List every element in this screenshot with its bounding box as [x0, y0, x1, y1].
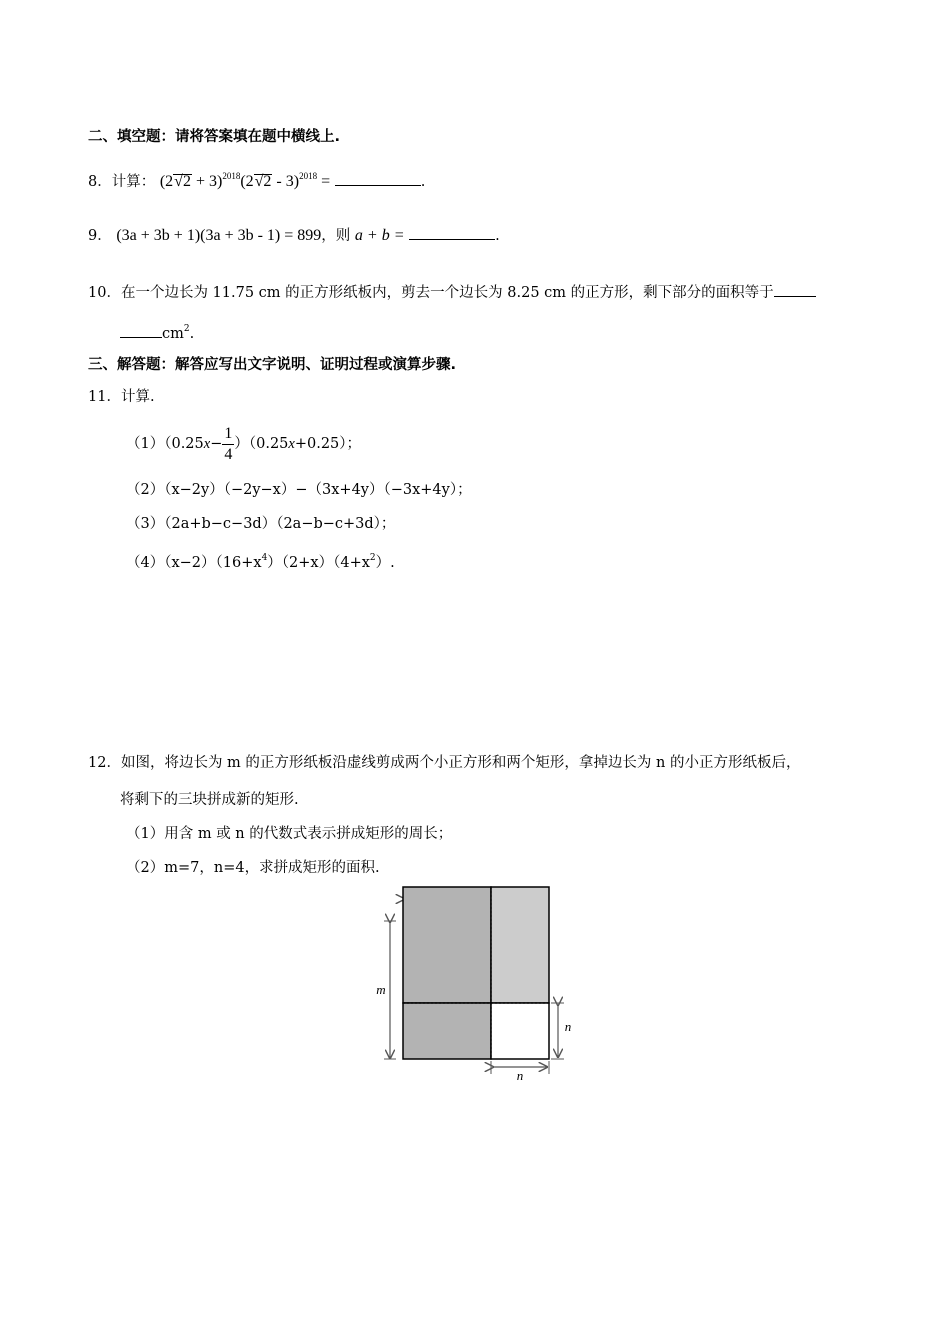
q10-answer-blank-2[interactable] — [120, 325, 162, 338]
q8-expression: $(2√2 + 3)^{2018}(2√2 - 3)^{2018}$ = — [159, 171, 331, 190]
question-10: 10．在一个边长为 11.75 cm 的正方形纸板内，剪去一个边长为 8.25 cm 的正方形，剩下部分的面积等于 — [88, 283, 816, 303]
q11-part-1: （1）（0.25x− $\frac{1}{4}$ ）（0.25x+0.25）； — [126, 424, 362, 463]
question-8: 8．计算： $(2√2 + 3)^{2018}(2√2 - 3)^{2018}$ = . — [88, 171, 426, 190]
section-2-title: 二、填空题：请将答案填在题中横线上. — [88, 129, 341, 145]
piece-small-square — [491, 1003, 549, 1059]
q10-answer-blank-1[interactable] — [774, 284, 816, 297]
piece-bottom-rect — [403, 1003, 491, 1059]
q9-answer-blank[interactable] — [409, 227, 495, 240]
q8-number: 8．计算： — [88, 174, 156, 190]
q12-line-2: 将剩下的三块拼成新的矩形. — [120, 792, 299, 808]
q9-expression: (3a + 3b + 1)(3a + 3b - 1) = 899 — [116, 227, 322, 244]
q9-number: 9． — [88, 228, 112, 244]
q8-answer-blank[interactable] — [335, 173, 421, 186]
piece-big-square — [403, 887, 491, 1003]
section-3-title: 三、解答题：解答应写出文字说明、证明过程或演算步骤. — [88, 357, 457, 373]
q12-part-1: （1）用含 m 或 n 的代数式表示拼成矩形的周长； — [126, 826, 453, 842]
square-cut-figure — [370, 884, 580, 1084]
q9-lhs: a + b = — [354, 227, 405, 244]
question-9: 9． (3a + 3b + 1)(3a + 3b - 1) = 899，则 a + b = . — [88, 227, 500, 244]
q12-line-1: 12．如图，将边长为 m 的正方形纸板沿虚线剪成两个小正方形和两个矩形，拿掉边长为 n 的小正方形纸板后， — [88, 755, 801, 771]
q11-title: 11．计算. — [88, 389, 155, 405]
q11-part-2: （2）（x−2y）（−2y−x）−（3x+4y）（−3x+4y）； — [126, 482, 472, 498]
q11-part-3: （3）（2a+b−c−3d）（2a−b−c+3d）； — [126, 516, 396, 532]
label-left-m: m — [376, 982, 386, 997]
label-bottom-n: n — [516, 1068, 524, 1083]
q12-part-2: （2）m=7，n=4，求拼成矩形的面积. — [126, 860, 380, 876]
piece-right-rect — [491, 887, 549, 1003]
q11-part-4: $(4)(x-2)(16+x^4)(2+x)(4+x^2)$. — [126, 553, 395, 571]
q11-fraction: $\frac{1}{4}$ — [224, 424, 233, 463]
question-10-cont: $cm^2$. — [120, 319, 194, 344]
label-right-n: n — [564, 1019, 572, 1034]
